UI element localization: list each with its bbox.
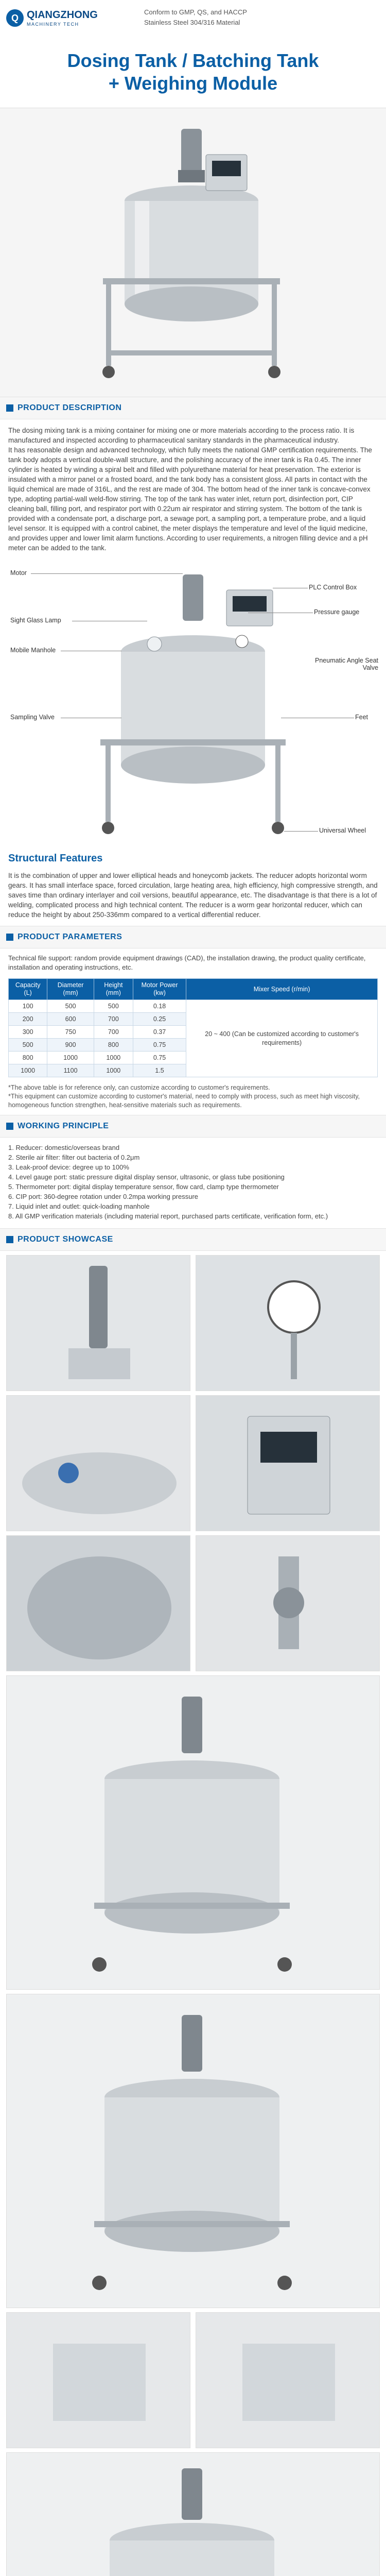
callout-universal-wheel: Universal Wheel [319, 827, 366, 834]
section-heading-text: WORKING PRINCIPLE [17, 1122, 109, 1130]
photo-illustration [196, 1396, 380, 1531]
gallery-row [6, 1395, 380, 1531]
table-cell: 750 [47, 1026, 94, 1039]
section-marker-icon [6, 1123, 13, 1130]
note-line: *The above table is for reference only, can customize according to customer's requirements. [8, 1084, 270, 1091]
column-header: Height (mm) [94, 979, 133, 1000]
table-cell: 1.5 [133, 1064, 186, 1077]
callout-plc-control-box: PLC Control Box [309, 584, 357, 591]
callout-pneumatic-angle-seat-valve: Pneumatic Angle Seat Valve [315, 657, 378, 671]
photo-illustration [7, 1994, 380, 2308]
table-cell: 500 [9, 1039, 47, 1052]
photo-illustration [196, 1256, 380, 1391]
gallery-row [6, 1255, 380, 1391]
column-header: Capacity (L) [9, 979, 47, 1000]
photo-illustration [196, 1536, 380, 1671]
working-principle-list [0, 1138, 386, 1228]
product-description-heading [0, 397, 386, 419]
tank-illustration [0, 108, 386, 397]
showcase-photo-valve [196, 1535, 380, 1671]
list-item: 1. Reducer: domestic/overseas brand [8, 1144, 120, 1151]
parameters-notes [0, 1080, 386, 1115]
cert-line: Stainless Steel 304/316 Material [144, 19, 240, 26]
callout-pressure-gauge: Pressure gauge [314, 608, 360, 616]
structural-features-heading: Structural Features [8, 853, 103, 864]
logo-mark: Q [6, 9, 24, 27]
table-cell: 100 [9, 1000, 47, 1013]
list-item: 3. Leak-proof device: degree up to 100% [8, 1163, 129, 1171]
photo-illustration [196, 2313, 380, 2448]
table-cell: 500 [47, 1000, 94, 1013]
leader-line [284, 831, 318, 832]
table-cell: 0.75 [133, 1039, 186, 1052]
working-principle-heading [0, 1115, 386, 1138]
photo-illustration [7, 1256, 190, 1391]
photo-illustration [7, 2453, 380, 2576]
page-header [0, 0, 386, 108]
structural-features-body: It is the combination of upper and lower elliptical heads and honeycomb jackets. The reducer adopts horizontal worm gears. It has small interface space, forced circulation, large heating area, high efficiency, high compressive strength, and saves time than ordinary interlayer and coil versions, beautiful appearance, etc. The disadvantage is that there is a lot of welding, complicated process and high technical content. The reducer is a worm gear horizontal reducer, which can reduce the height by about 250-336mm compared to a vertical differential reducer. [8, 872, 378, 919]
callout-mobile-manhole: Mobile Manhole [10, 647, 56, 654]
logo-subtitle: MACHINERY TECH [27, 22, 79, 27]
product-description-body [0, 419, 386, 559]
section-heading-text: PRODUCT SHOWCASE [17, 1235, 113, 1244]
table-cell: 700 [94, 1026, 133, 1039]
showcase-photo-full-tank [6, 1675, 380, 1990]
section-marker-icon [6, 1236, 13, 1243]
parameters-intro: Technical file support: random provide equipment drawings (CAD), the installation drawing, the product quality certificate, installation and operating instructions, etc. [8, 954, 366, 971]
table-cell: 200 [9, 1013, 47, 1026]
gallery-row [6, 2312, 380, 2448]
column-header: Motor Power (kw) [133, 979, 186, 1000]
table-cell: 800 [94, 1039, 133, 1052]
table-cell: 900 [47, 1039, 94, 1052]
section-marker-icon [6, 404, 13, 412]
showcase-gallery [0, 1251, 386, 2576]
table-cell: 600 [47, 1013, 94, 1026]
showcase-photo-top [6, 1395, 190, 1531]
table-cell: 500 [94, 1000, 133, 1013]
product-showcase-heading [0, 1228, 386, 1251]
table-cell: 0.25 [133, 1013, 186, 1026]
cert-line: Conform to GMP, QS, and HACCP [144, 8, 247, 16]
callout-feet: Feet [355, 714, 369, 721]
list-item: 2. Sterile air filter: filter out bacteria of 0.2μm [8, 1154, 140, 1161]
showcase-photo-full-tank [6, 2452, 380, 2576]
list-item: 6. CIP port: 360-degree rotation under 0.2mpa working pressure [8, 1193, 199, 1200]
table-row [9, 1000, 378, 1013]
table-header-row [9, 979, 378, 1000]
table-cell: 0.37 [133, 1026, 186, 1039]
photo-illustration [7, 2313, 190, 2448]
showcase-photo-motor [6, 1255, 190, 1391]
section-marker-icon [6, 934, 13, 941]
callout-sampling-valve: Sampling Valve [10, 714, 55, 721]
table-cell: 700 [94, 1013, 133, 1026]
list-item: 4. Level gauge port: static pressure digital display sensor, ultrasonic, or glass tube positioning [8, 1173, 285, 1181]
table-cell: 0.18 [133, 1000, 186, 1013]
labeled-tank-diagram [0, 559, 386, 848]
callout-motor: Motor [10, 569, 27, 577]
table-cell: 1100 [47, 1064, 94, 1077]
showcase-photo-side [6, 2312, 190, 2448]
column-header: Diameter (mm) [47, 979, 94, 1000]
gallery-row [6, 1535, 380, 1671]
photo-illustration [7, 1676, 380, 1990]
photo-illustration [7, 1396, 190, 1531]
note-line: *This equipment can customize according to customer's material, need to comply with process, such as meet high viscosity, homogeneous function strengthen, heat-sensitive materials such as requirements. [8, 1093, 360, 1109]
page-title [0, 49, 386, 95]
section-heading-text: PRODUCT DESCRIPTION [17, 403, 122, 412]
brand-logo[interactable] [6, 7, 99, 32]
mixer-speed-cell: 20 ~ 400 (Can be customized according to customer's requirements) [186, 1000, 378, 1077]
table-cell: 800 [9, 1052, 47, 1064]
table-cell: 1000 [47, 1052, 94, 1064]
column-header: Mixer Speed (r/min) [186, 979, 378, 1000]
table-cell: 1000 [94, 1064, 133, 1077]
title-line: + Weighing Module [108, 73, 278, 94]
list-item: 8. All GMP verification materials (including material report, purchased parts certificate, verification form, etc.) [8, 1212, 328, 1220]
table-body [9, 1000, 378, 1077]
showcase-photo-front [196, 2312, 380, 2448]
logo-name: QIANGZHONG [27, 9, 98, 21]
description-paragraph: It has reasonable design and advanced technology, which fully meets the national GMP certification requirements. The tank body adopts a vertical double-wall structure, and the polishing accuracy of the inner tank is Ra 0.45. The inner cylinder is heated by winding a spiral belt and filled with polyurethane material for heat preservation. The exterior is insulated with a mirror panel or a frosted board, and the tank body has a consistent gloss. All parts in contact with the liquid chemical are made of 316L, and the rest are made of 304. The bottom head of the inner tank is concave-convex type, adopting partial-wall weld-flow stirring. The top of the tank has water inlet, return port, disinfection port, CIP cleaning ball, filling port, and respirator port with 0.22um air respirator and stirring system. The bottom of the tank is provided with a condensate port, a discharge port, a sewage port, a sampling port, a temperature probe, and a liquid level sensor. It is equipped with a control cabinet, the meter displays the temperature and level of the liquid medicine, and provides upper and lower limit alarm functions. According to user requirements, a nitrogen filling device and a pH meter can be added to the tank. [8, 446, 372, 552]
table-cell: 1000 [94, 1052, 133, 1064]
showcase-photo-gauge [196, 1255, 380, 1391]
callout-sight-glass-lamp: Sight Glass Lamp [10, 617, 61, 624]
hero-product-photo [0, 108, 386, 397]
list-item: 7. Liquid inlet and outlet: quick-loading manhole [8, 1202, 150, 1210]
leader-line [31, 573, 183, 574]
table-cell: 300 [9, 1026, 47, 1039]
table-cell: 0.75 [133, 1052, 186, 1064]
showcase-photo-control-box [196, 1395, 380, 1531]
product-parameters-heading [0, 926, 386, 948]
photo-illustration [7, 1536, 190, 1671]
title-line: Dosing Tank / Batching Tank [67, 50, 319, 71]
description-paragraph: The dosing mixing tank is a mixing container for mixing one or more materials according to the process ratio. It is manufactured and inspected according to pharmaceutical sanitary standards in the pharmaceutical industry. [8, 427, 355, 444]
list-item: 5. Thermometer port: digital display temperature sensor, flow card, clamp type thermometer [8, 1183, 279, 1191]
parameters-table [8, 978, 378, 1077]
showcase-photo-full-tank [6, 1994, 380, 2308]
showcase-photo-interior [6, 1535, 190, 1671]
section-heading-text: PRODUCT PARAMETERS [17, 933, 122, 941]
certification-lines [144, 7, 247, 28]
diagram-illustration [0, 559, 386, 848]
table-cell: 1000 [9, 1064, 47, 1077]
